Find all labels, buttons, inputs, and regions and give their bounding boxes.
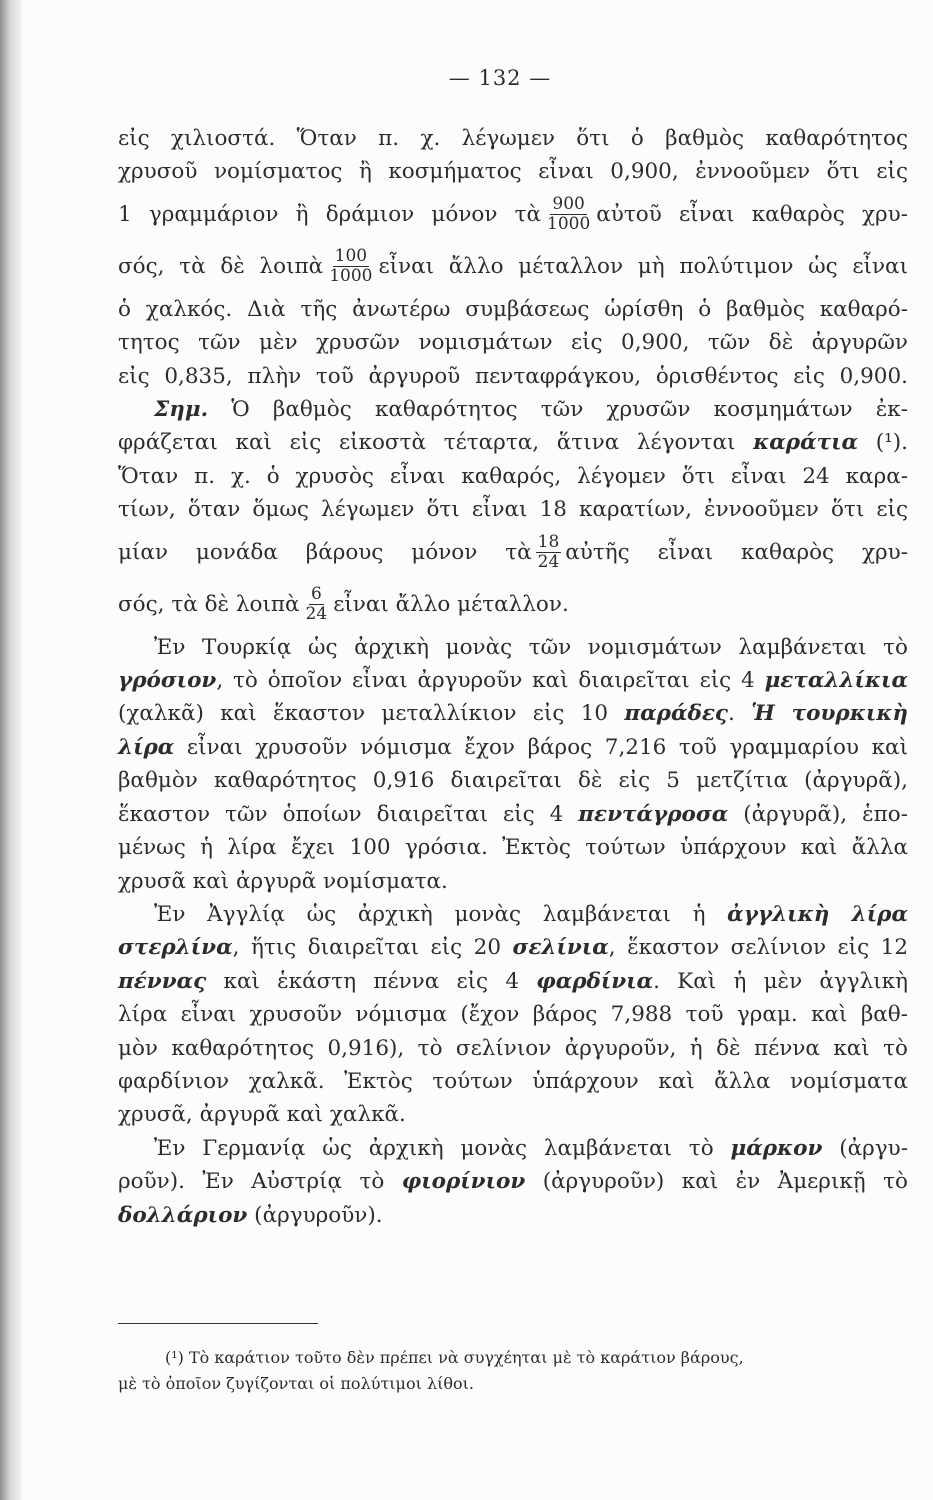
- text-line: πέννας καὶ ἑκάστη πέννα εἰς 4 φαρδίνια. Καὶ ἡ μὲν ἀγγλικὴ: [118, 968, 908, 994]
- text-line: τίων, ὅταν ὅμως λέγωμεν ὅτι εἶναι 18 καρατίων, ἐννοοῦμεν ὅτι εἰς: [118, 497, 908, 523]
- text-line: σός, τὰ δὲ λοιπὰ $\frac{6}{24}$ εἶναι ἄλλο μέταλλον.: [118, 584, 569, 625]
- text-line: Ἐν Γερμανίᾳ ὡς ἀρχικὴ μονὰς λαμβάνεται τὸ μάρκον (ἀργυ-: [154, 1135, 908, 1161]
- text-line: λίρα εἶναι χρυσοῦν νόμισμα ἔχον βάρος 7,216 τοῦ γραμμαρίου καὶ: [118, 734, 908, 760]
- text-line: Ἐν Ἀγγλίᾳ ὡς ἀρχικὴ μονὰς λαμβάνεται ἡ ἀγγλικὴ λίρα: [154, 901, 909, 927]
- body-text: [118, 122, 908, 1232]
- text-line: λίρα εἶναι χρυσοῦν νόμισμα (ἔχον βάρος 7,988 τοῦ γραμ. καὶ βαθ-: [118, 1002, 908, 1028]
- text-line: χρυσᾶ καὶ ἀργυρᾶ νομίσματα.: [118, 868, 448, 894]
- fraction: $\frac{900}{1000}$: [547, 194, 591, 235]
- text-line: ἕκαστον τῶν ὁποίων διαιρεῖται εἰς 4 πεντάγροσα (ἀργυρᾶ), ἑπο-: [118, 801, 908, 827]
- text-line: χρυσᾶ, ἀργυρᾶ καὶ χαλκᾶ.: [118, 1102, 406, 1128]
- note-line: Σημ. Ὁ βαθμὸς καθαρότητος τῶν χρυσῶν κοσμημάτων ἐκ-: [154, 397, 908, 423]
- text-line: Ὅταν π. χ. ὁ χρυσὸς εἶναι καθαρός, λέγομεν ὅτι εἶναι 24 καρα-: [118, 463, 908, 489]
- text-line: μένως ἡ λίρα ἔχει 100 γρόσια. Ἐκτὸς τούτων ὑπάρχουν καὶ ἄλλα: [118, 835, 908, 861]
- text-line: μὸν καθαρότητος 0,916), τὸ σελίνιον ἀργυροῦν, ἡ δὲ πέννα καὶ τὸ: [118, 1035, 908, 1061]
- fraction: $\frac{100}{1000}$: [329, 246, 373, 287]
- text-line: Ἐν Τουρκίᾳ ὡς ἀρχικὴ μονὰς τῶν νομισμάτων λαμβάνεται τὸ: [154, 634, 908, 660]
- fraction: $\frac{18}{24}$: [537, 532, 560, 573]
- footnote-line: (¹) Τὸ καράτιον τοῦτο δὲν πρέπει νὰ συγχέηται μὲ τὸ καράτιον βάρους,: [165, 1348, 744, 1367]
- text-line: χρυσοῦ νομίσματος ἢ κοσμήματος εἶναι 0,900, ἐννοοῦμεν ὅτι εἰς: [118, 159, 908, 185]
- text-line: φράζεται καὶ εἰς εἰκοστὰ τέταρτα, ἅτινα λέγονται καράτια (¹).: [118, 430, 908, 456]
- text-line: στερλίνα, ἥτις διαιρεῖται εἰς 20 σελίνια, ἕκαστον σελίνιον εἰς 12: [118, 935, 908, 961]
- text-line: εἰς 0,835, πλὴν τοῦ ἀργυροῦ πενταφράγκου, ὁρισθέντος εἰς 0,900.: [118, 363, 908, 389]
- text-line: ροῦν). Ἐν Αὐστρίᾳ τὸ φιορίνιον (ἀργυροῦν) καὶ ἐν Ἀμερικῇ τὸ: [118, 1169, 908, 1195]
- text-line: μίαν μονάδα βάρους μόνον τὰ $\frac{18}{24}$ αὐτῆς εἶναι καθαρὸς χρυ-: [118, 532, 909, 573]
- text-line: ὁ χαλκός. Διὰ τῆς ἀνωτέρω συμβάσεως ὡρίσθη ὁ βαθμὸς καθαρό-: [118, 296, 908, 322]
- text-line: (χαλκᾶ) καὶ ἕκαστον μεταλλίκιον εἰς 10 παράδες. Ἡ τουρκικὴ: [118, 701, 908, 727]
- text-line: 1 γραμμάριον ἢ δράμιον μόνον τὰ $\frac{900}{1000}$ αὐτοῦ εἶναι καθαρὸς χρυ-: [118, 194, 908, 235]
- text-line: γρόσιον, τὸ ὁποῖον εἶναι ἀργυροῦν καὶ διαιρεῖται εἰς 4 μεταλλίκια: [118, 668, 908, 694]
- footnote: [118, 1345, 905, 1397]
- footnote-line: μὲ τὸ ὁποῖον ζυγίζονται οἱ πολύτιμοι λίθοι.: [118, 1374, 474, 1393]
- text-line: τητος τῶν μὲν χρυσῶν νομισμάτων εἰς 0,900, τῶν δὲ ἀργυρῶν: [118, 330, 908, 356]
- text-line: φαρδίνιον χαλκᾶ. Ἐκτὸς τούτων ὑπάρχουν καὶ ἄλλα νομίσματα: [118, 1068, 908, 1094]
- text-line: δολλάριον (ἀργυροῦν).: [118, 1202, 383, 1228]
- fraction: $\frac{6}{24}$: [305, 584, 328, 625]
- text-line: σός, τὰ δὲ λοιπὰ $\frac{100}{1000}$ εἶναι ἄλλο μέταλλον μὴ πολύτιμον ὡς εἶναι: [118, 246, 909, 287]
- page-number: — 132 —: [448, 66, 552, 90]
- page-binding-shadow: [0, 0, 22, 1500]
- text-line: εἰς χιλιοστά. Ὅταν π. χ. λέγωμεν ὅτι ὁ βαθμὸς καθαρότητος: [118, 126, 908, 151]
- footnote-rule: [118, 1323, 318, 1324]
- text-line: βαθμὸν καθαρότητος 0,916 διαιρεῖται δὲ εἰς 5 μετζίτια (ἀργυρᾶ),: [118, 768, 908, 794]
